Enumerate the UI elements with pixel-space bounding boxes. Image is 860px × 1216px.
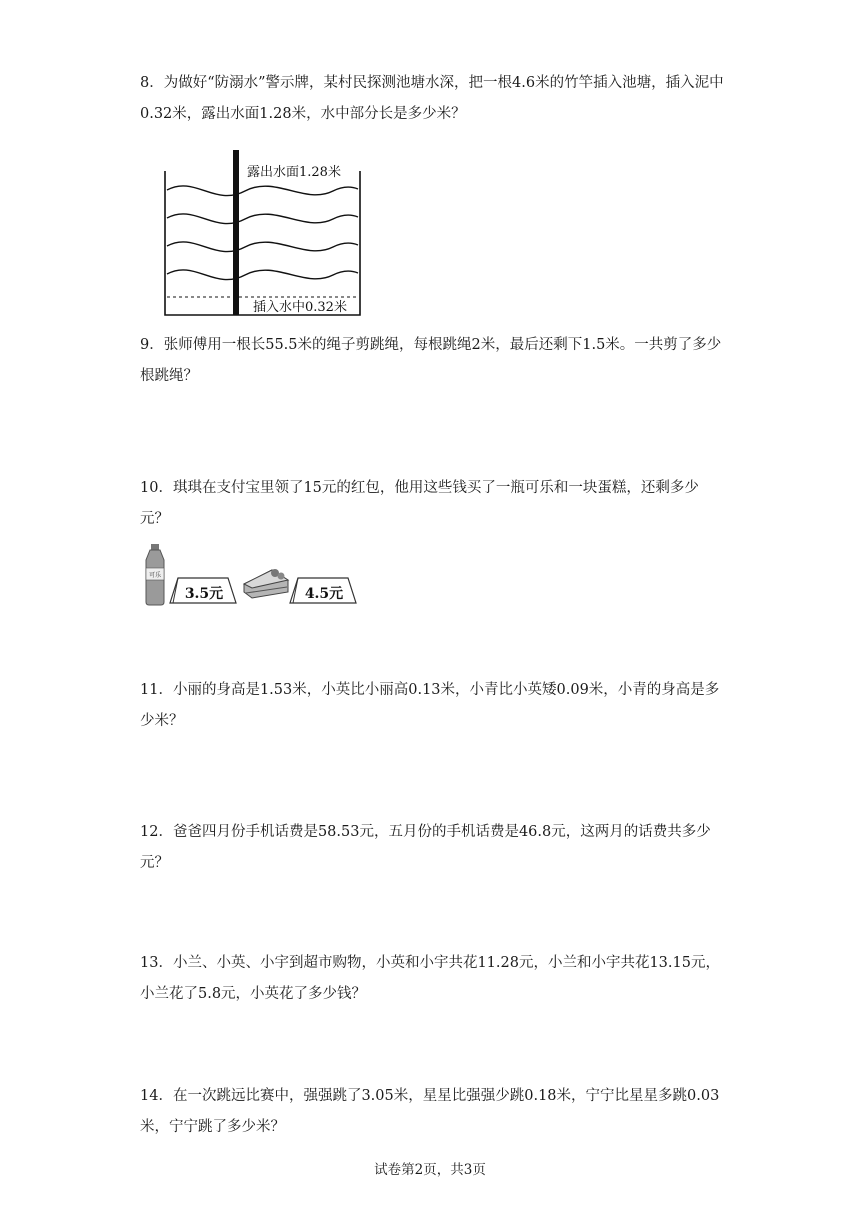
label-in-mud: 插入水中0.32米 [253,300,347,315]
question-12: 12．爸爸四月份手机话费是58.53元，五月份的手机话费是46.8元，这两月的话费共多少元？ [140,824,711,871]
cake-icon [244,569,288,598]
cola-price-tag [170,578,236,603]
question-14: 14．在一次跳远比赛中，强强跳了3.05米，星星比强强少跳0.18米，宁宁比星星多跳0.03米，宁宁跳了多少米？ [140,1088,720,1135]
price-tags-figure [140,540,365,610]
question-13: 13．小兰、小英、小宇到超市购物，小英和小宇共花11.28元，小兰和小宇共花13.15元，小兰花了5.8元，小英花了多少钱？ [140,955,720,1002]
question-8: 8．为做好“防溺水”警示牌，某村民探测池塘水深，把一根4.6米的竹竿插入池塘，插入泥中0.32米，露出水面1.28米，水中部分长是多少米？ [140,75,724,122]
label-above-water: 露出水面1.28米 [247,165,341,180]
page-footer: 试卷第2页，共3页 [374,1162,486,1178]
cake-price: 4.5元 [304,586,344,602]
pond-diagram [155,145,375,323]
cola-price: 3.5元 [184,586,224,602]
cola-bottle-icon [146,544,164,605]
bamboo-pole [233,150,239,315]
bottle-label: 可乐 [148,572,162,579]
question-11: 11．小丽的身高是1.53米，小英比小丽高0.13米，小青比小英矮0.09米，小青的身高是多少米？ [140,682,720,729]
question-10: 10．琪琪在支付宝里领了15元的红包，他用这些钱买了一瓶可乐和一块蛋糕，还剩多少元？ [140,480,699,527]
cake-price-tag [290,578,356,603]
question-9: 9．张师傅用一根长55.5米的绳子剪跳绳，每根跳绳2米，最后还剩下1.5米。一共剪了多少根跳绳？ [140,337,722,384]
